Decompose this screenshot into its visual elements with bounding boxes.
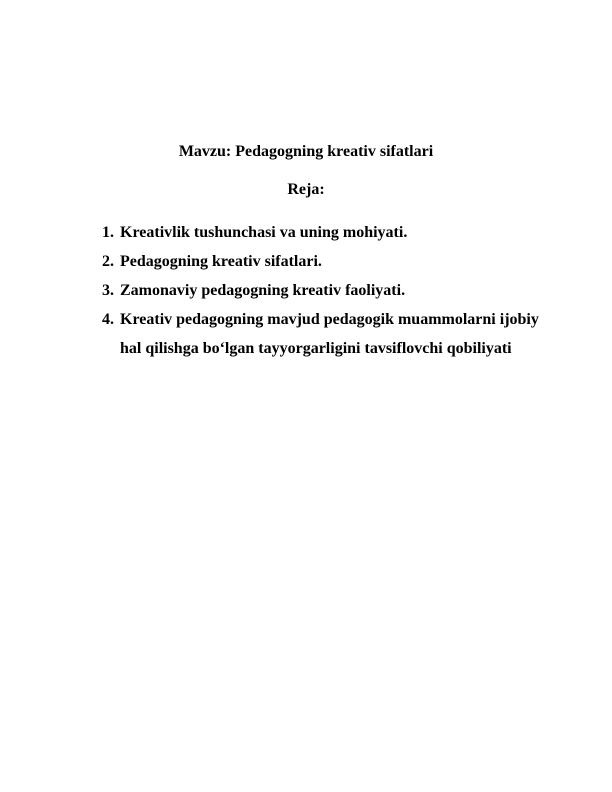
- list-item: [102, 280, 552, 302]
- list-item-text: Pedagogning kreativ sifatlari.: [120, 253, 322, 270]
- list-item-text: Kreativ pedagogning mavjud pedagogik muammolarni ijobiy hal qilishga bo‘lgan tayyorgarligini tavsiflovchi qobiliyati: [120, 311, 539, 357]
- list-item-text: Kreativlik tushunchasi va uning mohiyati.: [120, 224, 408, 241]
- document-title: Mavzu: Pedagogning kreativ sifatlari: [178, 143, 434, 160]
- plan-list: [102, 222, 552, 370]
- list-item: [102, 305, 552, 363]
- list-item: [102, 251, 552, 273]
- list-item-number: 4.: [102, 311, 114, 328]
- list-item-number: 2.: [102, 253, 114, 270]
- list-item-number: 3.: [102, 282, 114, 299]
- list-item-number: 1.: [102, 224, 114, 241]
- list-item: [102, 222, 552, 244]
- list-item-text: Zamonaviy pedagogning kreativ faoliyati.: [120, 282, 406, 299]
- plan-heading: Reja:: [287, 181, 325, 198]
